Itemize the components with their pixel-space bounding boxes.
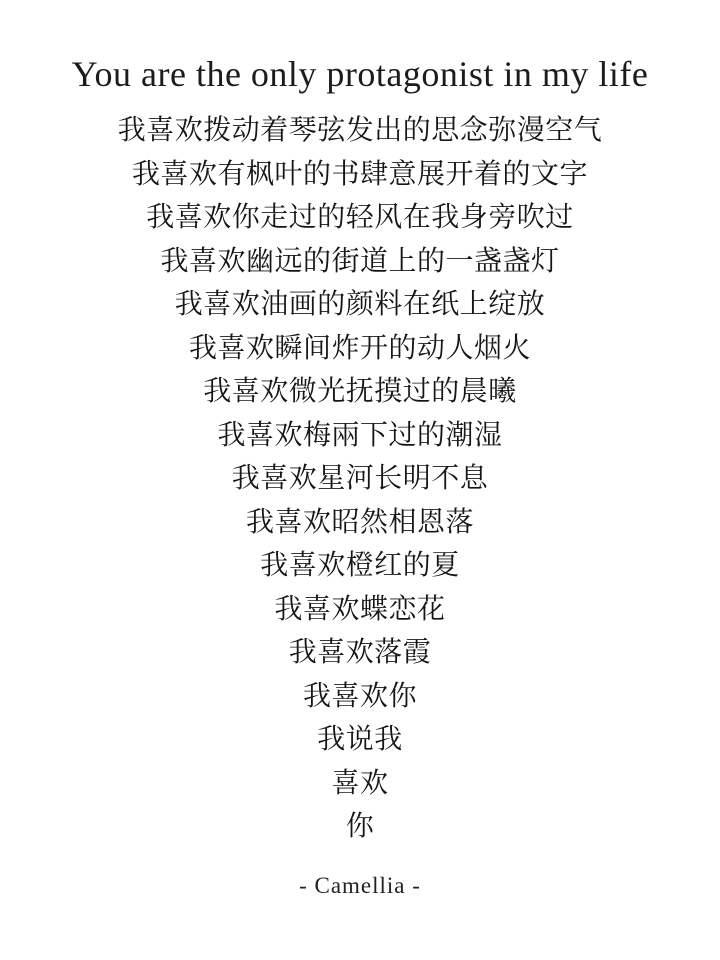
poem-line: 我喜欢你: [302, 680, 417, 712]
poem-line: 我喜欢落霞: [288, 637, 432, 668]
poem-line: 我喜欢梅兩下过的潮湿: [217, 419, 503, 451]
poem-title-english: You are the only protagonist in my life: [71, 54, 649, 94]
poem-line: 我喜欢有枫叶的书肆意展开着的文字: [131, 158, 588, 190]
poem-line: 我喜欢橙红的夏: [260, 550, 460, 581]
poem-line: 我喜欢油画的颜料在纸上绽放: [174, 289, 546, 320]
poem-line: 你: [345, 811, 375, 842]
signature: - Camellia -: [299, 872, 421, 898]
poem-line: 我喜欢星河长明不息: [231, 463, 489, 494]
poem-line: 我喜欢幽远的街道上的一盏盏灯: [160, 245, 560, 277]
poem-line: 我说我: [317, 724, 403, 755]
poem-line: 我喜欢瞬间炸开的动人烟火: [188, 332, 531, 364]
poem-line: 喜欢: [331, 767, 389, 799]
poem-line: 我喜欢拨动着琴弦发出的思念弥漫空气: [117, 115, 603, 146]
poem-body: [0, 109, 720, 849]
poem-line: 我喜欢你走过的轻风在我身旁吹过: [146, 202, 574, 233]
poem-line: 我喜欢昭然相恩落: [245, 506, 474, 538]
poem-line: 我喜欢微光抚摸过的晨曦: [203, 376, 517, 407]
poem-line: 我喜欢蝶恋花: [274, 593, 446, 625]
